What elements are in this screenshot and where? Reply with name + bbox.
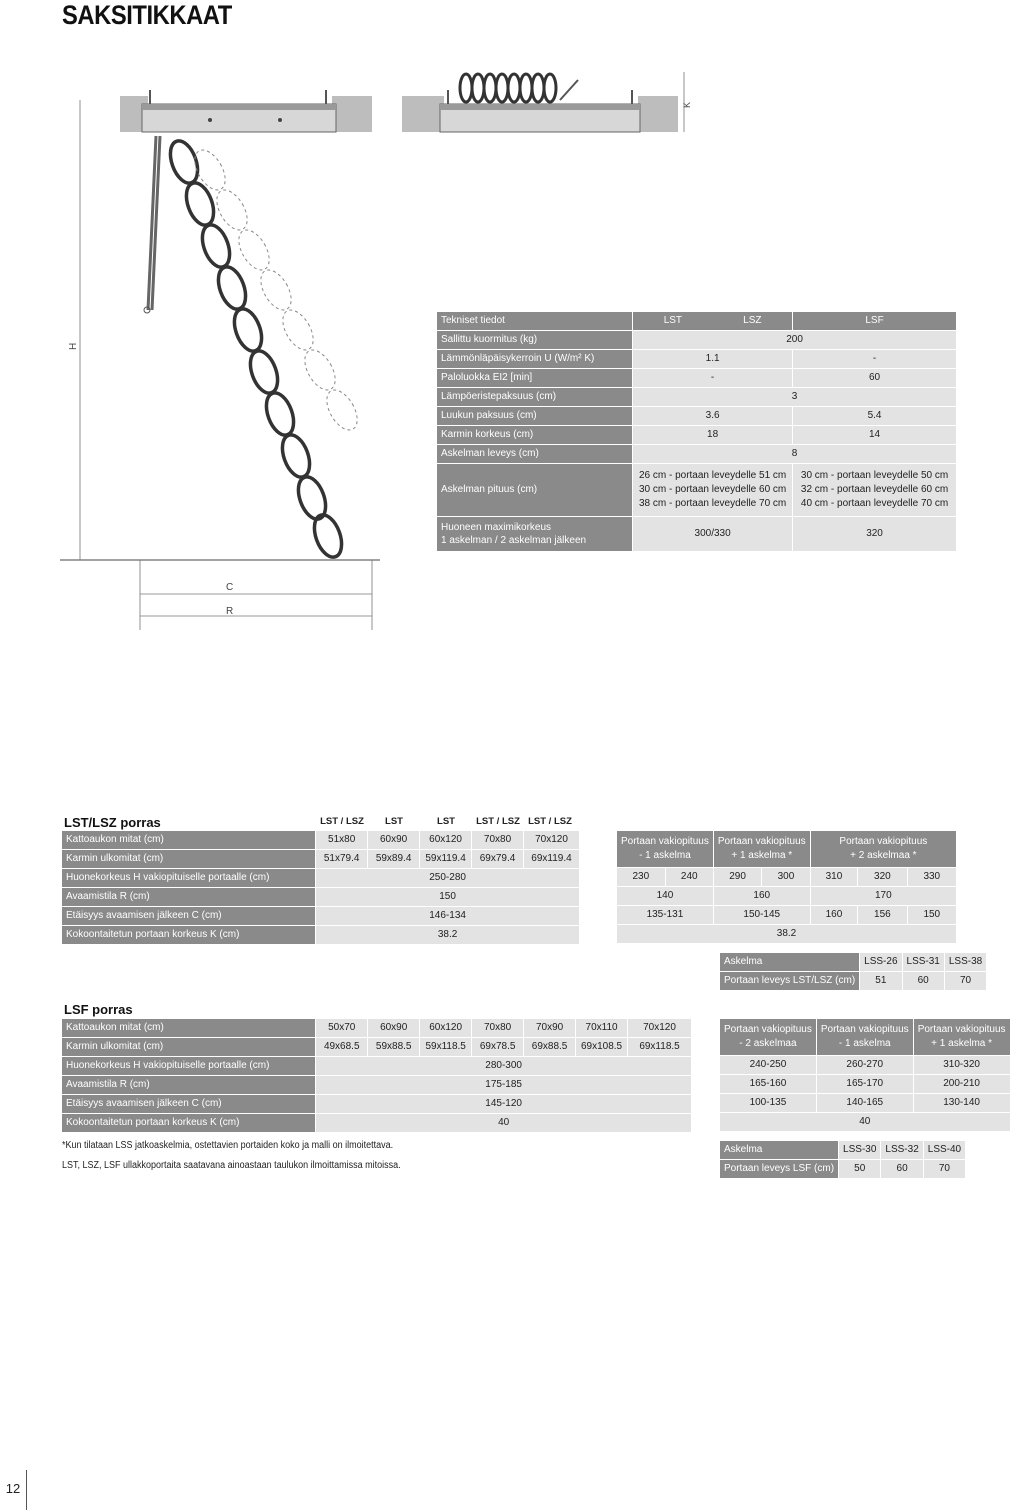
stair-folded-diagram: [400, 60, 700, 150]
lsf-outer-cell: 49x68.5: [316, 1038, 368, 1057]
lst-k-value: 38.2: [316, 926, 580, 945]
lst-table: [62, 831, 580, 945]
lsf-k-value: 40: [316, 1114, 692, 1133]
lst-opt-header-plus1: Portaan vakiopituus + 1 askelma *: [713, 831, 810, 868]
lsf-open-label: Kattoaukon mitat (cm): [62, 1019, 316, 1038]
stepw-label: Askelman leveys (cm): [437, 445, 633, 464]
tech-table: [437, 312, 957, 552]
page-number: 12: [5, 1481, 21, 1496]
frame-label: Karmin korkeus (cm): [437, 426, 633, 445]
lsf-outer-cell: 69x88.5: [524, 1038, 576, 1057]
lsf-opt-c-cell: 100-135: [720, 1094, 816, 1113]
stepl-lsf: 30 cm - portaan leveydelle 50 cm 32 cm - portaan leveydelle 60 cm 40 cm - portaan leveydelle 70 cm: [793, 464, 957, 517]
lst-open-cell: 60x120: [420, 831, 472, 850]
lst-open-label: Kattoaukon mitat (cm): [62, 831, 316, 850]
lst-opt-k-value: 38.2: [617, 925, 957, 944]
tech-header-lst: LST: [663, 315, 683, 326]
hatch-lsf: 5.4: [793, 407, 957, 426]
lsf-open-cell: 70x90: [524, 1019, 576, 1038]
u-lsf: -: [793, 350, 957, 369]
lst-opt-h-cell: 320: [858, 868, 907, 887]
lst-width-cell: 51: [860, 972, 902, 991]
page-title: SAKSITIKKAAT: [62, 0, 232, 30]
lst-col-2: LST: [385, 816, 403, 827]
lst-open-cell: 60x90: [368, 831, 420, 850]
lsf-open-cell: 60x90: [368, 1019, 420, 1038]
lsf-open-cell: 60x120: [420, 1019, 472, 1038]
lst-col-1: LST / LSZ: [320, 816, 364, 827]
lsf-opt-header-minus2: Portaan vakiopituus - 2 askelmaa: [720, 1019, 816, 1056]
lsf-outer-cell: 69x78.5: [472, 1038, 524, 1057]
ei-label: Paloluokka EI2 [min]: [437, 369, 633, 388]
lst-step-label: Askelma: [720, 953, 860, 972]
lst-opt-c-cell: 150-145: [713, 906, 810, 925]
lst-opt-r-cell: 160: [713, 887, 810, 906]
lst-opt-h-cell: 330: [907, 868, 956, 887]
lst-r-value: 150: [316, 888, 580, 907]
lst-h-label: Huonekorkeus H vakiopituiselle portaalle (cm): [62, 869, 316, 888]
lst-step-cell: LSS-38: [944, 953, 986, 972]
lsf-opt-h-cell: 310-320: [913, 1056, 1010, 1075]
footnote-sizes: LST, LSZ, LSF ullakkoportaita saatavana ainoastaan taulukon ilmoittamissa mitoissa.: [62, 1160, 401, 1171]
lsf-step-cell: LSS-40: [923, 1141, 965, 1160]
lsf-open-cell: 50x70: [316, 1019, 368, 1038]
lsf-opt-k-value: 40: [720, 1113, 1010, 1132]
lsf-k-label: Kokoontaitetun portaan korkeus K (cm): [62, 1114, 316, 1133]
lsf-opt-c-cell: 140-165: [816, 1094, 913, 1113]
lsf-step-cell: LSS-32: [881, 1141, 923, 1160]
stepl-lstlsz: 26 cm - portaan leveydelle 51 cm 30 cm - portaan leveydelle 60 cm 38 cm - portaan leveydelle 70 cm: [633, 464, 793, 517]
dimension-h-label: H: [68, 342, 79, 350]
dimension-r-label: R: [226, 606, 234, 617]
stair-side-diagram: [60, 70, 400, 630]
lst-outer-cell: 59x89.4: [368, 850, 420, 869]
page-divider: [26, 1470, 27, 1510]
lsf-r-value: 175-185: [316, 1076, 692, 1095]
lst-col-4: LST / LSZ: [476, 816, 520, 827]
lst-h-value: 250-280: [316, 869, 580, 888]
lsf-c-label: Etäisyys avaamisen jälkeen C (cm): [62, 1095, 316, 1114]
lsf-width-cell: 50: [839, 1160, 881, 1179]
lsf-width-cell: 70: [923, 1160, 965, 1179]
stepl-label: Askelman pituus (cm): [437, 464, 633, 517]
lst-r-label: Avaamistila R (cm): [62, 888, 316, 907]
lsf-options-table: [720, 1019, 1011, 1132]
scissor-chain: [165, 137, 347, 561]
stepw-value: 8: [633, 445, 957, 464]
lst-step-cell: LSS-26: [860, 953, 902, 972]
lsf-width-cell: 60: [881, 1160, 923, 1179]
lst-opt-header-minus1: Portaan vakiopituus - 1 askelma: [617, 831, 713, 868]
lst-opt-c-cell: 150: [907, 906, 956, 925]
lsf-outer-label: Karmin ulkomitat (cm): [62, 1038, 316, 1057]
lst-opt-r-cell: 170: [810, 887, 956, 906]
lsf-open-cell: 70x120: [628, 1019, 692, 1038]
lsf-h-label: Huonekorkeus H vakiopituiselle portaalle (cm): [62, 1057, 316, 1076]
lsf-open-cell: 70x80: [472, 1019, 524, 1038]
lst-opt-c-cell: 156: [858, 906, 907, 925]
maxh-lstlsz: 300/330: [633, 517, 793, 552]
lsf-outer-cell: 59x88.5: [368, 1038, 420, 1057]
lsf-h-value: 280-300: [316, 1057, 692, 1076]
lst-step-cell: LSS-31: [902, 953, 944, 972]
lsf-step-cell: LSS-30: [839, 1141, 881, 1160]
lsf-step-label: Askelma: [720, 1141, 839, 1160]
lst-outer-label: Karmin ulkomitat (cm): [62, 850, 316, 869]
lsf-width-label: Portaan leveys LSF (cm): [720, 1160, 839, 1179]
lst-step-table: [720, 953, 987, 991]
lst-open-cell: 70x120: [523, 831, 579, 850]
frame-top-plate: [142, 104, 336, 110]
lst-opt-h-cell: 230: [617, 868, 665, 887]
lsf-outer-cell: 59x118.5: [420, 1038, 472, 1057]
lsf-table: [62, 1019, 692, 1133]
lsf-opt-header-plus1: Portaan vakiopituus + 1 askelma *: [913, 1019, 1010, 1056]
tech-header-label: Tekniset tiedot: [437, 312, 633, 331]
lst-opt-h-cell: 240: [665, 868, 713, 887]
ei-lstlsz: -: [633, 369, 793, 388]
dimension-c-label: C: [226, 582, 234, 593]
lst-opt-r-cell: 140: [617, 887, 713, 906]
insul-value: 3: [633, 388, 957, 407]
tech-header-lsf: LSF: [793, 312, 957, 331]
lst-k-label: Kokoontaitetun portaan korkeus K (cm): [62, 926, 316, 945]
lst-opt-h-cell: 300: [762, 868, 810, 887]
maxh-label: Huoneen maximikorkeus 1 askelman / 2 askelman jälkeen: [437, 517, 633, 552]
lsf-step-table: [720, 1141, 966, 1179]
lst-c-value: 146-134: [316, 907, 580, 926]
lsf-opt-r-cell: 165-170: [816, 1075, 913, 1094]
lst-opt-c-cell: 160: [810, 906, 857, 925]
lsf-opt-r-cell: 200-210: [913, 1075, 1010, 1094]
lsf-opt-c-cell: 130-140: [913, 1094, 1010, 1113]
tech-header-row: [437, 312, 957, 331]
lst-col-3: LST: [437, 816, 455, 827]
hatch-label: Luukun paksuus (cm): [437, 407, 633, 426]
u-label: Lämmönläpäisykerroin U (W/m² K): [437, 350, 633, 369]
tech-header-lsz: LSZ: [743, 315, 762, 326]
lst-col-5: LST / LSZ: [528, 816, 572, 827]
frame-lsf: 14: [793, 426, 957, 445]
load-value: 200: [633, 331, 957, 350]
footnote-order: *Kun tilataan LSS jatkoaskelmia, ostettavien portaiden koko ja malli on ilmoitettava.: [62, 1140, 394, 1151]
frame-lstlsz: 18: [633, 426, 793, 445]
lsf-outer-cell: 69x118.5: [628, 1038, 692, 1057]
lsf-section-title: LSF porras: [64, 1002, 133, 1017]
hatch-lstlsz: 3.6: [633, 407, 793, 426]
lsf-opt-r-cell: 165-160: [720, 1075, 816, 1094]
lsf-opt-h-cell: 260-270: [816, 1056, 913, 1075]
lsf-opt-header-minus1: Portaan vakiopituus - 1 askelma: [816, 1019, 913, 1056]
lst-width-cell: 60: [902, 972, 944, 991]
folded-steps: [460, 74, 556, 102]
insul-label: Lämpöeristepaksuus (cm): [437, 388, 633, 407]
load-label: Sallittu kuormitus (kg): [437, 331, 633, 350]
lst-options-table: [617, 831, 957, 944]
lst-open-cell: 51x80: [316, 831, 368, 850]
lsf-c-value: 145-120: [316, 1095, 692, 1114]
ei-lsf: 60: [793, 369, 957, 388]
lst-width-label: Portaan leveys LST/LSZ (cm): [720, 972, 860, 991]
lst-column-headers: [316, 816, 576, 827]
lst-outer-cell: 51x79.4: [316, 850, 368, 869]
lsf-open-cell: 70x110: [576, 1019, 628, 1038]
lst-section-title: LST/LSZ porras: [64, 815, 161, 830]
maxh-lsf: 320: [793, 517, 957, 552]
lsf-opt-h-cell: 240-250: [720, 1056, 816, 1075]
lst-opt-h-cell: 310: [810, 868, 857, 887]
lsf-outer-cell: 69x108.5: [576, 1038, 628, 1057]
lst-open-cell: 70x80: [472, 831, 524, 850]
lst-outer-cell: 69x119.4: [523, 850, 579, 869]
ceiling-block-right: [332, 96, 372, 132]
u-lstlsz: 1.1: [633, 350, 793, 369]
lst-opt-header-plus2: Portaan vakiopituus + 2 askelmaa *: [810, 831, 956, 868]
lst-opt-h-cell: 290: [713, 868, 761, 887]
support-arm: [148, 136, 160, 310]
dimension-k-label: K: [682, 101, 692, 108]
lst-outer-cell: 59x119.4: [420, 850, 472, 869]
lst-opt-c-cell: 135-131: [617, 906, 713, 925]
lsf-r-label: Avaamistila R (cm): [62, 1076, 316, 1095]
lst-c-label: Etäisyys avaamisen jälkeen C (cm): [62, 907, 316, 926]
lst-outer-cell: 69x79.4: [472, 850, 524, 869]
lst-width-cell: 70: [944, 972, 986, 991]
